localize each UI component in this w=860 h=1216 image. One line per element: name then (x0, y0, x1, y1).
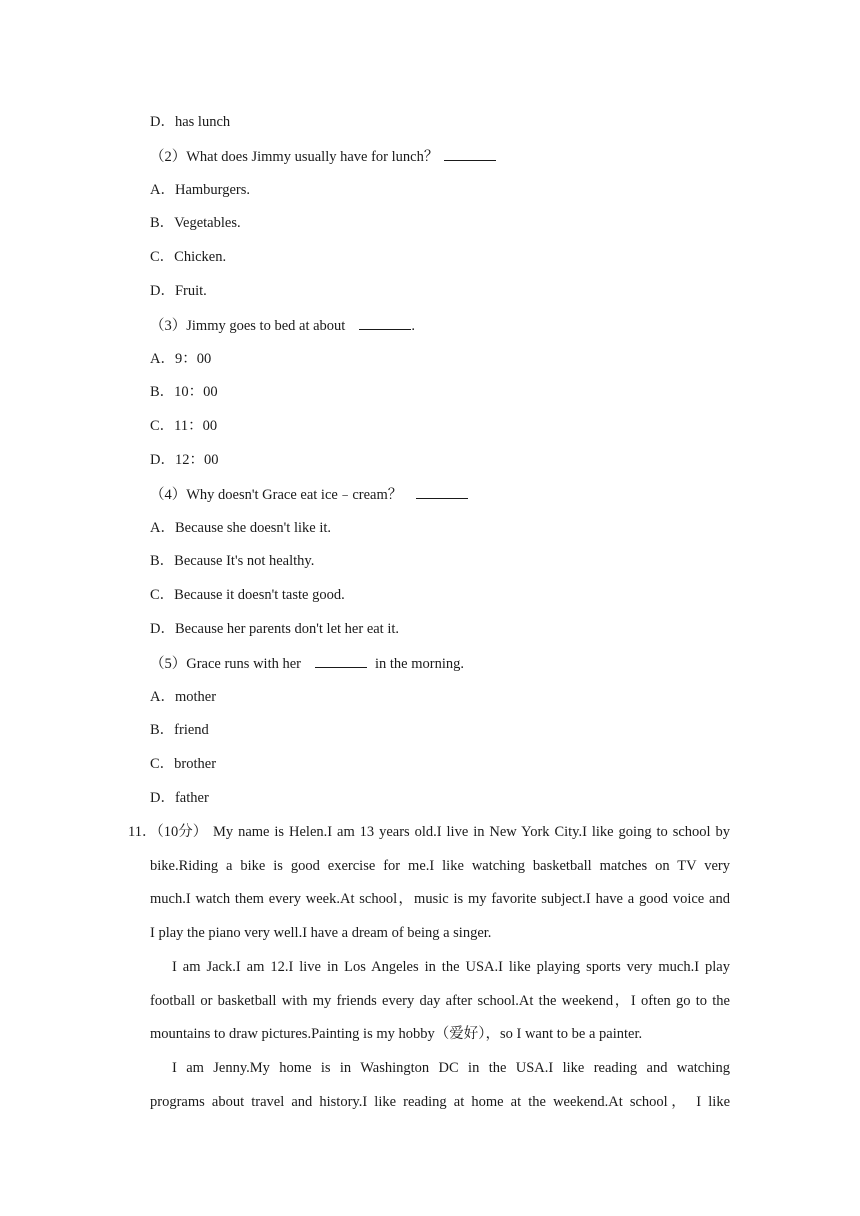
q10-4-stem (150, 484, 474, 505)
q11-p1-line-4: I play the piano very well.I have a dream of being a singer. (150, 925, 492, 941)
q11-points: （10分） (156, 824, 208, 840)
answer-blank[interactable] (315, 653, 367, 668)
q10-2-option-c: C．Chicken. (150, 249, 227, 265)
q10-3-stem-end: . (411, 318, 415, 334)
answer-blank[interactable] (359, 315, 411, 330)
q10-4-option-d: D．Because her parents don't let her eat it. (150, 621, 400, 637)
q10-2-stem (150, 146, 502, 167)
q10-3-stem-text: （3）Jimmy goes to bed at about (150, 318, 346, 334)
q10-5-stem (150, 653, 464, 674)
q10-5-option-b: B．friend (150, 722, 209, 738)
q10-3-option-a: A．9：00 (150, 351, 212, 367)
q10-4-option-c: C．Because it doesn't taste good. (150, 587, 345, 603)
answer-blank[interactable] (444, 146, 496, 161)
q10-2-stem-text: （2）What does Jimmy usually have for lunch？ (150, 149, 439, 165)
q10-3-option-d: D．12：00 (150, 452, 219, 468)
answer-blank[interactable] (416, 484, 468, 499)
q10-4-option-b: B．Because It's not healthy. (150, 553, 315, 569)
q11-p3-line-1: I am Jenny.My home is in Washington DC in the USA.I like reading and watching (172, 1060, 730, 1076)
q11-number: 11． (128, 824, 157, 840)
q10-5-stem-end: in the morning. (375, 656, 465, 672)
q10-2-option-b: B．Vegetables. (150, 215, 241, 231)
q11-p3-line-2: programs about travel and history.I like reading at home at the weekend.At school， I like (150, 1094, 730, 1110)
q10-5-option-c: C．brother (150, 756, 217, 772)
q10-4-option-a: A．Because she doesn't like it. (150, 520, 332, 536)
q10-3-option-c: C．11：00 (150, 418, 218, 434)
q10-5-stem-text: （5）Grace runs with her (150, 656, 301, 672)
q10-4-stem-text: （4）Why doesn't Grace eat ice﹣cream？ (150, 487, 403, 503)
q10-2-option-d: D．Fruit. (150, 283, 207, 299)
q11-p2-line-2: football or basketball with my friends every day after school.At the weekend，I often go to the (150, 993, 730, 1009)
q10-1-option-d: D．has lunch (150, 114, 231, 130)
q11-header (128, 822, 207, 842)
q10-3-option-b: B．10：00 (150, 384, 218, 400)
q10-3-stem (150, 315, 415, 336)
q11-p1-line-3: much.I watch them every week.At school，music is my favorite subject.I have a good voice and (150, 891, 730, 907)
q11-p1-line-1: My name is Helen.I am 13 years old.I live in New York City.I like going to school by (213, 824, 730, 840)
q10-2-option-a: A．Hamburgers. (150, 182, 251, 198)
q11-p2-line-1: I am Jack.I am 12.I live in Los Angeles in the USA.I like playing sports very much.I play (172, 959, 730, 975)
q10-5-option-d: D．father (150, 790, 209, 806)
q11-p1-line-2: bike.Riding a bike is good exercise for me.I like watching basketball matches on TV very (150, 858, 730, 874)
q10-5-option-a: A．mother (150, 689, 217, 705)
q11-p2-line-3: mountains to draw pictures.Painting is my hobby（爱好），so I want to be a painter. (150, 1026, 643, 1042)
